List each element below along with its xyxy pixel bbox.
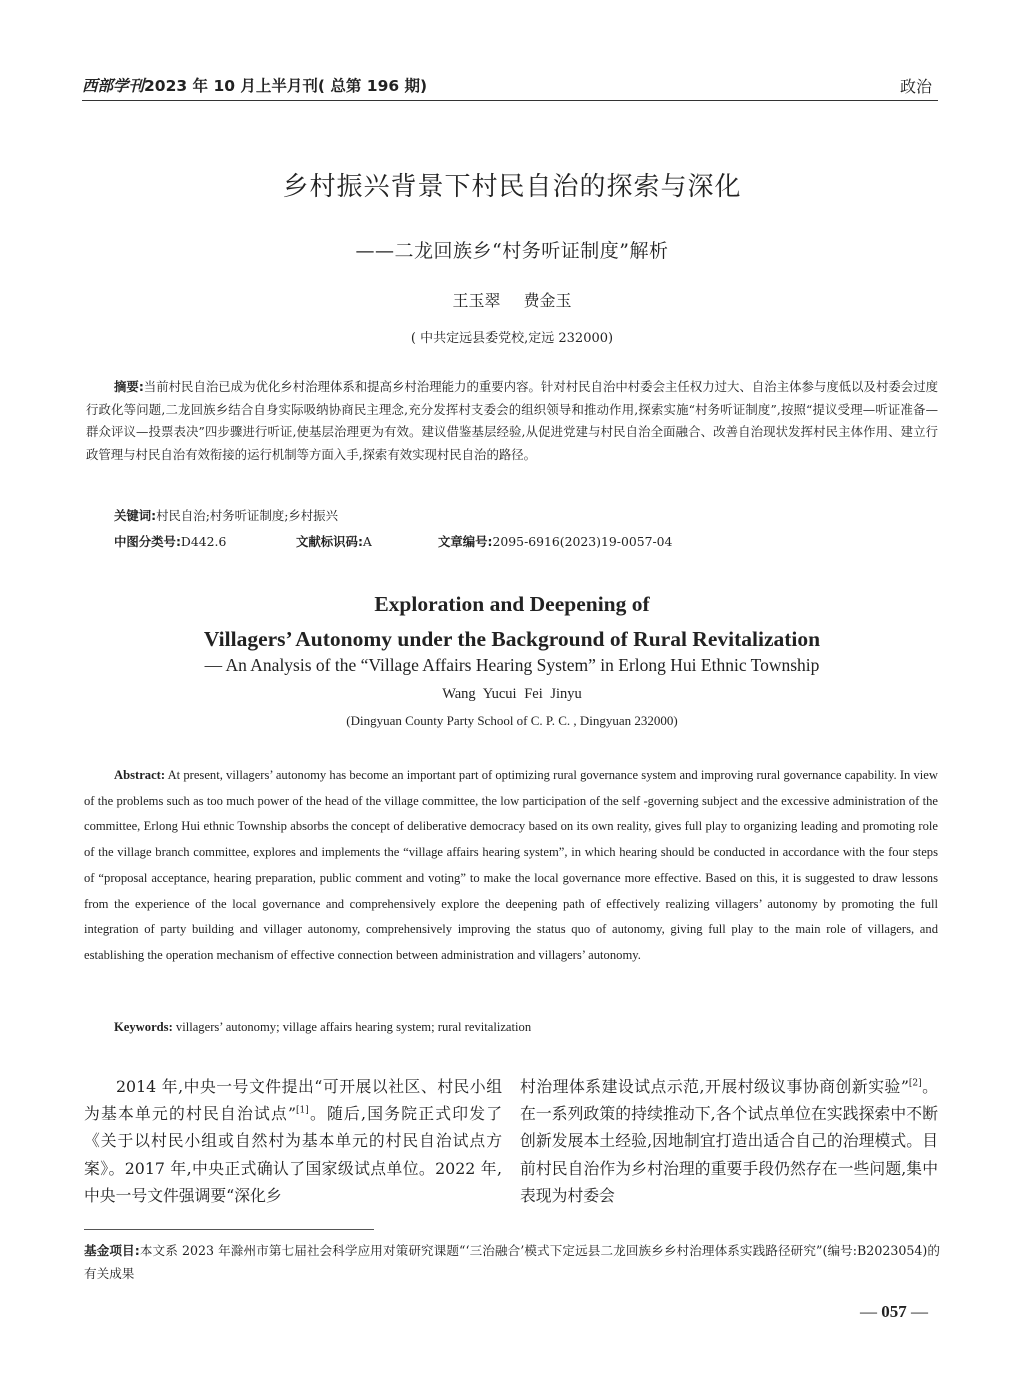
running-header	[82, 70, 938, 101]
body-right-text-1: 村治理体系建设试点示范,开展村级议事协商创新实验”	[520, 1077, 909, 1096]
page-number	[860, 1302, 928, 1322]
section-name: 政治	[899, 77, 932, 96]
journal-logo: 西部学刊	[82, 76, 145, 95]
english-subtitle: — An Analysis of the “Village Affairs Hearing System” in Erlong Hui Ethnic Township	[204, 655, 820, 675]
clc-value: D442.6	[180, 534, 227, 549]
english-affiliation: (Dingyuan County Party School of C. P. C. , Dingyuan 232000)	[346, 713, 678, 728]
body-left-text-1: 2014 年,中央一号文件提出“可开展以社区、村民小组为基本单元的村民自治试点”	[84, 1077, 502, 1124]
article-no-value: 2095-6916(2023)19-0057-04	[492, 534, 673, 549]
citation-ref-1[interactable]: [1]	[296, 1105, 309, 1116]
page-dash-left: —	[860, 1302, 877, 1321]
english-title-line1: Exploration and Deepening of	[374, 592, 650, 616]
keywords-cn	[114, 506, 338, 524]
affiliation: ( 中共定远县委党校,定远 232000)	[410, 331, 614, 346]
page-dash-right: —	[911, 1302, 928, 1321]
issue-info: 2023 年 10 月上半月刊( 总第 196 期)	[144, 77, 428, 95]
authors: 王玉翠 费金玉	[452, 291, 572, 310]
article-no-label: 文章编号:	[438, 534, 493, 549]
doc-code-value: A	[362, 534, 372, 549]
abstract-en	[84, 763, 938, 969]
keywords-en-text: villagers’ autonomy; village affairs hearing system; rural revitalization	[175, 1020, 532, 1034]
keywords-cn-label: 关键词:	[114, 508, 157, 523]
abstract-en-text: At present, villagers’ autonomy has become an important part of optimizing rural governance system and improving rural governance capability. In view of the problems such as too much power of the head of the village committee, the low participation of the self -governing subject and the excessive administration of the committee, Erlong Hui ethnic Township absorbs the concept of deliberative democracy based on its own reality, gives full play to organizing leading and promoting role of the village branch committee, explores and implements the “village affairs hearing system”, in which hearing should be conducted in accordance with the four steps of “proposal acceptance, hearing preparation, public comment and voting” to make the local governance more effective. Based on this, it is suggested to draw lessons from the experience of the local governance and comprehensively explore the deepening path of effectively realizing villagers’ autonomy by promoting the full integration of party building and villager autonomy, comprehensively improving the status quo of autonomy, giving full play to the main role of villagers, and establishing the operation mechanism of effective connection between administration and villagers’ autonomy.	[84, 768, 938, 962]
english-authors: Wang Yucui Fei Jinyu	[442, 686, 582, 702]
english-title	[0, 587, 1024, 657]
abstract-cn-label: 摘要:	[114, 379, 144, 394]
abstract-en-label: Abstract:	[114, 768, 166, 782]
doc-code-label: 文献标识码:	[296, 534, 363, 549]
journal-issue	[82, 74, 427, 96]
funding-label: 基金项目:	[84, 1243, 140, 1258]
keywords-en	[114, 1020, 531, 1035]
body-right-text-2: 。在一系列政策的持续推动下,各个试点单位在实践探索中不断创新发展本土经验,因地制宜打造出适合自己的治理模式。目前村民自治作为乡村治理的重要手段仍然存在一些问题,集中表现为村委会	[520, 1077, 938, 1205]
citation-ref-2[interactable]: [2]	[908, 1078, 922, 1089]
footnote-divider	[84, 1229, 374, 1230]
abstract-cn	[86, 376, 938, 466]
body-left-text-2: 。随后,国务院正式印发了《关于以村民小组或自然村为基本单元的村民自治试点方案》。2017 年,中央正式确认了国家级试点单位。2022 年,中央一号文件强调要“深化乡	[84, 1104, 502, 1205]
funding-footnote	[84, 1239, 940, 1285]
article-title: 乡村振兴背景下村民自治的探索与深化	[282, 172, 742, 202]
funding-text: 本文系 2023 年滁州市第七届社会科学应用对策研究课题“‘三治融合’模式下定远县二龙回族乡乡村治理体系实践路径研究”(编号:B2023054)的有关成果	[84, 1243, 940, 1281]
article-subtitle: ——二龙回族乡“村务听证制度”解析	[355, 240, 669, 262]
clc-label: 中图分类号:	[114, 534, 181, 549]
english-title-line2: Villagers’ Autonomy under the Background of Rural Revitalization	[203, 627, 821, 651]
abstract-cn-text: 当前村民自治已成为优化乡村治理体系和提高乡村治理能力的重要内容。针对村民自治中村委会主任权力过大、自治主体参与度低以及村委会过度行政化等问题,二龙回族乡结合自身实际吸纳协商民主理念,充分发挥村支委会的组织领导和推动作用,探索实施“村务听证制度”,按照“提议受理—听证准备—群众评议—投票表决”四步骤进行听证,使基层治理更为有效。建议借鉴基层经验,从促进党建与村民自治全面融合、改善自治现状发挥村民主体作用、建立行政管理与村民自治有效衔接的运行机制等方面入手,探索有效实现村民自治的路径。	[86, 379, 938, 462]
body-column-left	[84, 1073, 502, 1209]
body-column-right	[520, 1073, 938, 1209]
classification-meta	[114, 532, 672, 550]
page-number-value: 057	[881, 1302, 907, 1321]
keywords-en-label: Keywords:	[114, 1020, 173, 1034]
keywords-cn-text: 村民自治;村务听证制度;乡村振兴	[156, 508, 338, 523]
